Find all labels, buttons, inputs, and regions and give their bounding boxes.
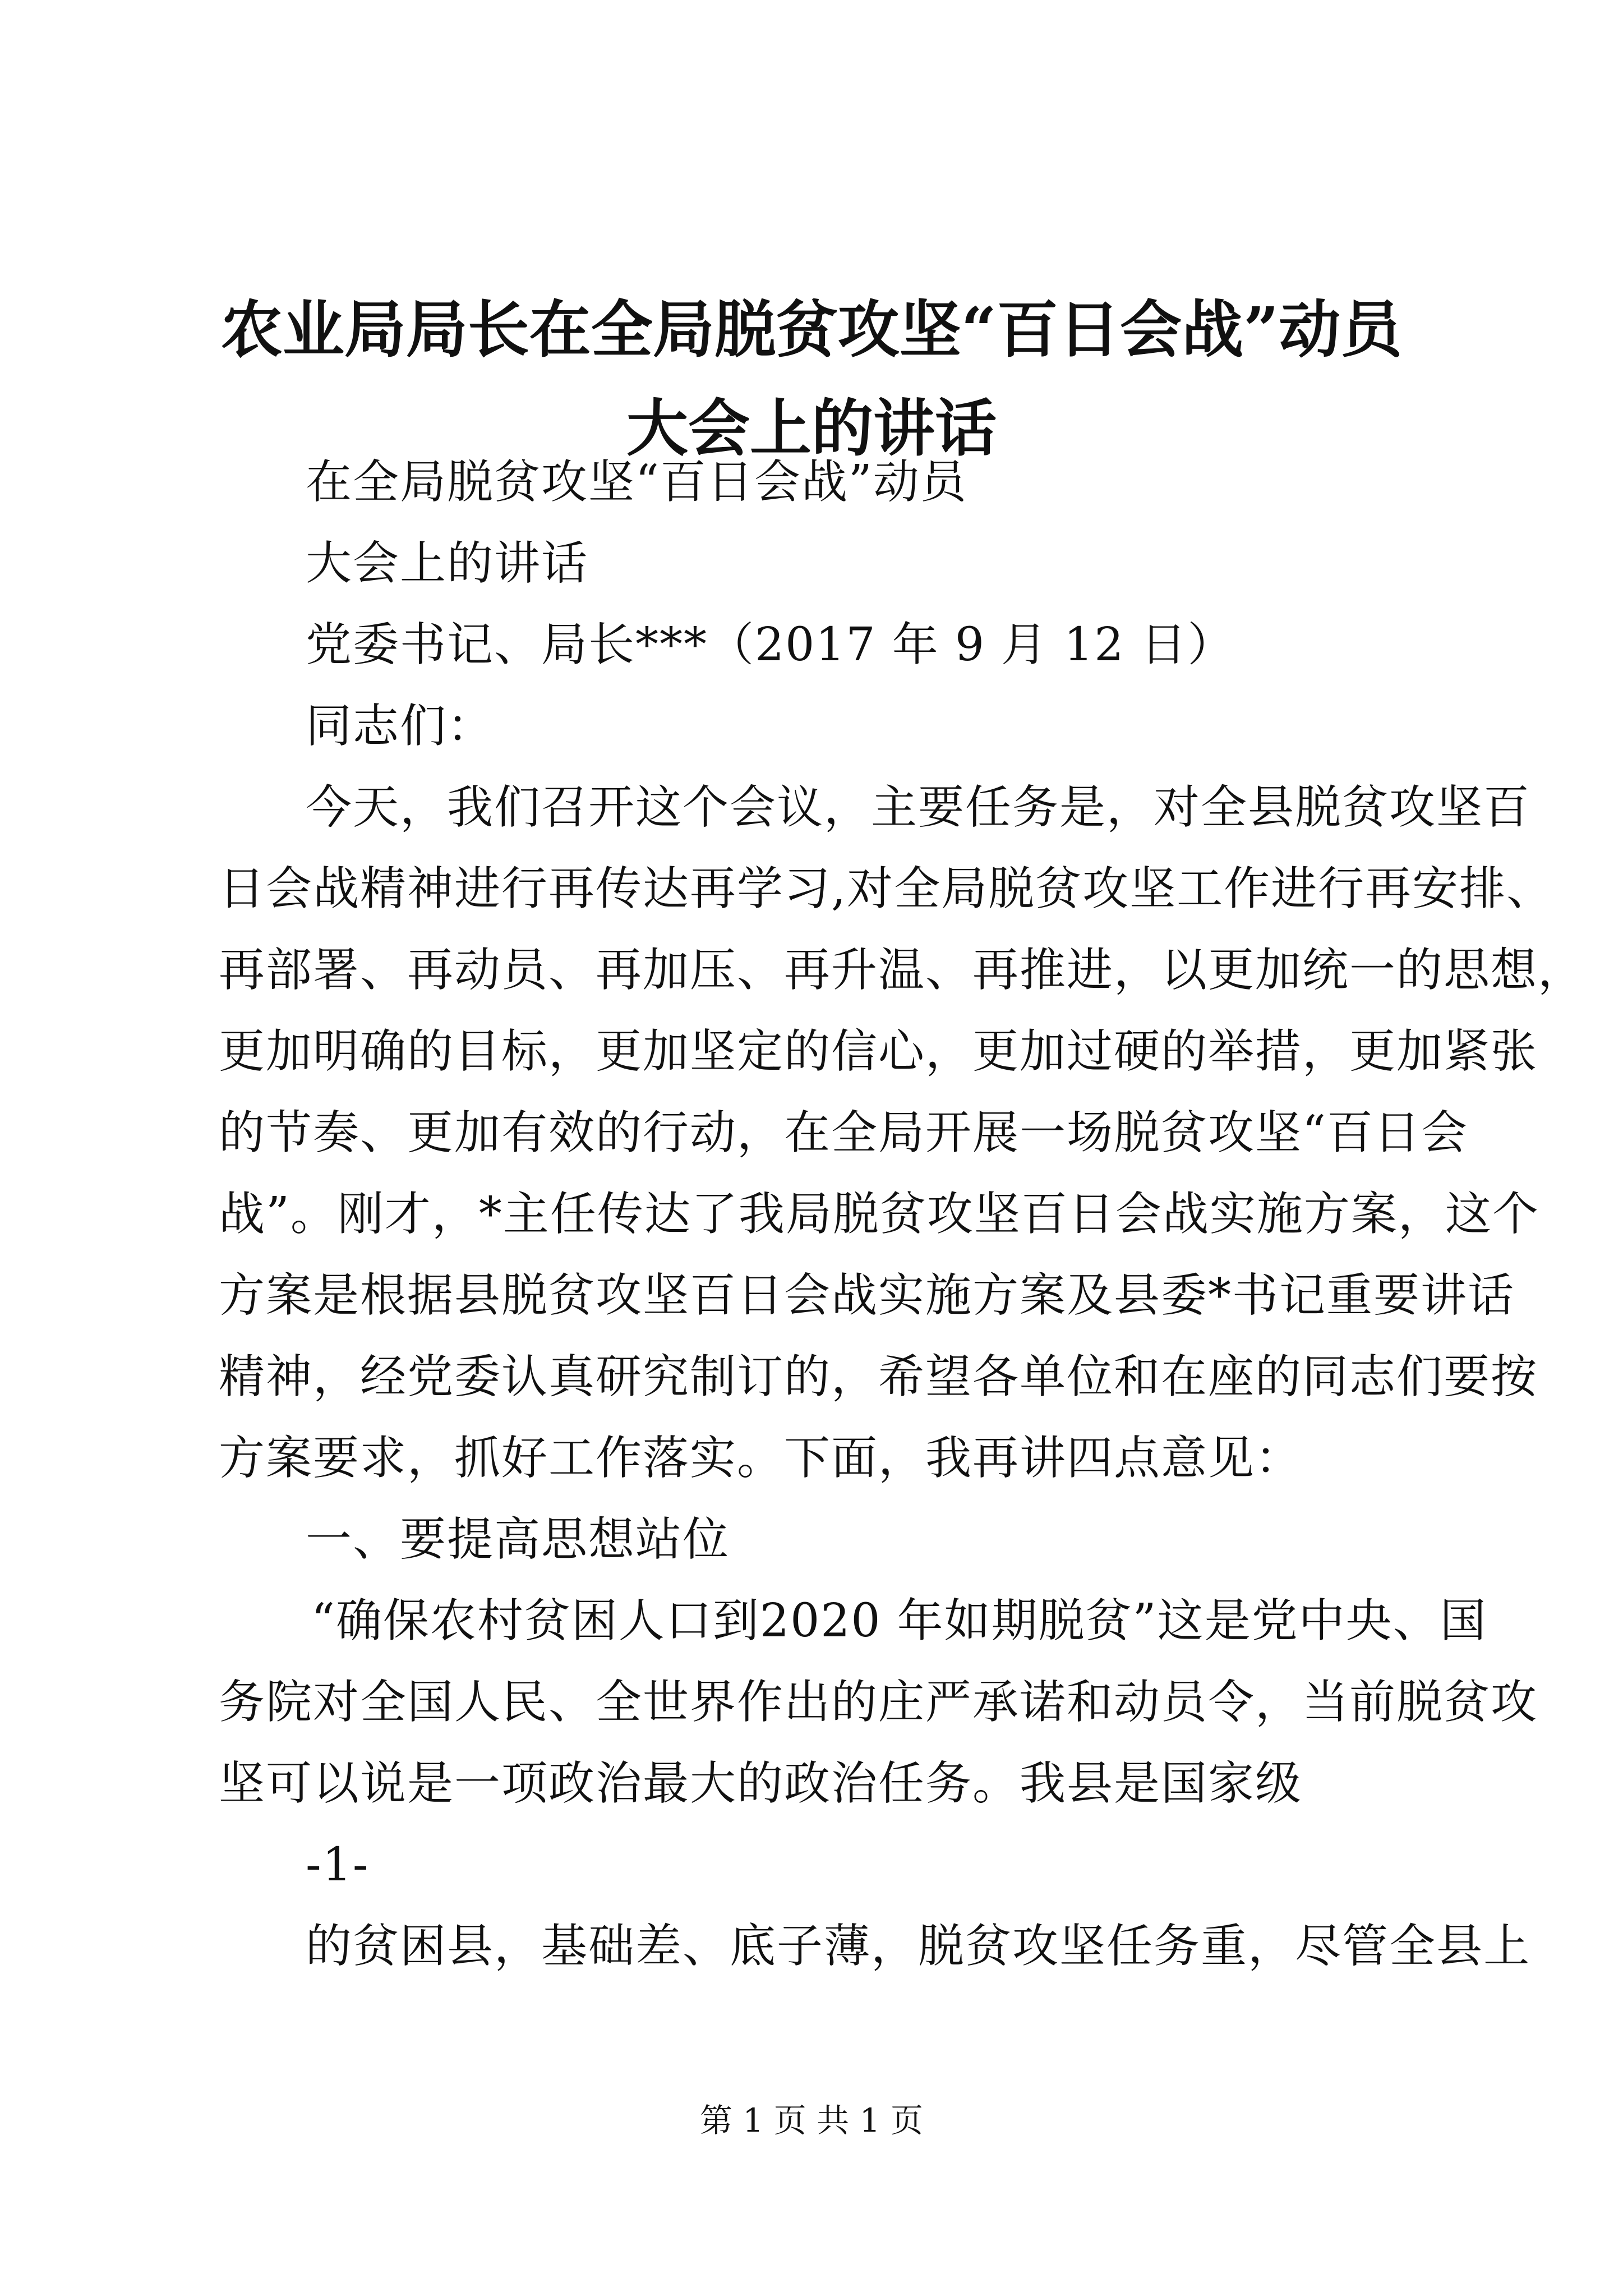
paragraph-1-line: 更加明确的目标，更加坚定的信心，更加过硬的举措，更加紧张 xyxy=(219,1025,1538,1078)
paragraph-2-line: 坚可以说是一项政治最大的政治任务。我县是国家级 xyxy=(219,1757,1303,1810)
subtitle-line-2: 大会上的讲话 xyxy=(306,537,589,590)
page-marker: -1- xyxy=(306,1838,370,1892)
paragraph-1-line: 再部署、再动员、再加压、再升温、再推进，以更加统一的思想， xyxy=(219,944,1585,997)
paragraph-1-line: 战”。刚才，*主任传达了我局脱贫攻坚百日会战实施方案，这个 xyxy=(219,1188,1539,1241)
paragraph-1-line: 方案要求，抓好工作落实。下面，我再讲四点意见： xyxy=(219,1432,1303,1485)
paragraph-1-line: 今天，我们召开这个会议，主要任务是，对全县脱贫攻坚百 xyxy=(306,781,1531,834)
subtitle-line-1: 在全局脱贫攻坚“百日会战”动员 xyxy=(306,455,967,509)
continuation-line: 的贫困县，基础差、底子薄，脱贫攻坚任务重，尽管全县上 xyxy=(306,1920,1531,1973)
document-title xyxy=(202,280,1421,478)
paragraph-2-line: “确保农村贫困人口到2020 年如期脱贫”这是党中央、国 xyxy=(311,1594,1487,1648)
section-1-heading: 一、要提高思想站位 xyxy=(306,1513,730,1566)
speaker-line: 党委书记、局长***（2017 年 9 月 12 日） xyxy=(306,618,1235,671)
paragraph-1-line: 方案是根据县脱贫攻坚百日会战实施方案及县委*书记重要讲话 xyxy=(219,1269,1515,1322)
paragraph-1-line: 日会战精神进行再传达再学习,对全局脱贫攻坚工作进行再安排、 xyxy=(219,862,1554,915)
paragraph-2-line: 务院对全国人民、全世界作出的庄严承诺和动员令，当前脱贫攻 xyxy=(219,1676,1538,1729)
title-line-1: 农业局局长在全局脱贫攻坚“百日会战”动员 xyxy=(220,293,1403,366)
title-line-2: 大会上的讲话 xyxy=(626,392,997,464)
page-footer: 第 1 页 共 1 页 xyxy=(700,2101,923,2139)
paragraph-1-line: 的节奏、更加有效的行动，在全局开展一场脱贫攻坚“百日会 xyxy=(219,1106,1468,1159)
greeting: 同志们： xyxy=(306,700,495,753)
paragraph-1-line: 精神，经党委认真研究制订的，希望各单位和在座的同志们要按 xyxy=(219,1350,1538,1404)
